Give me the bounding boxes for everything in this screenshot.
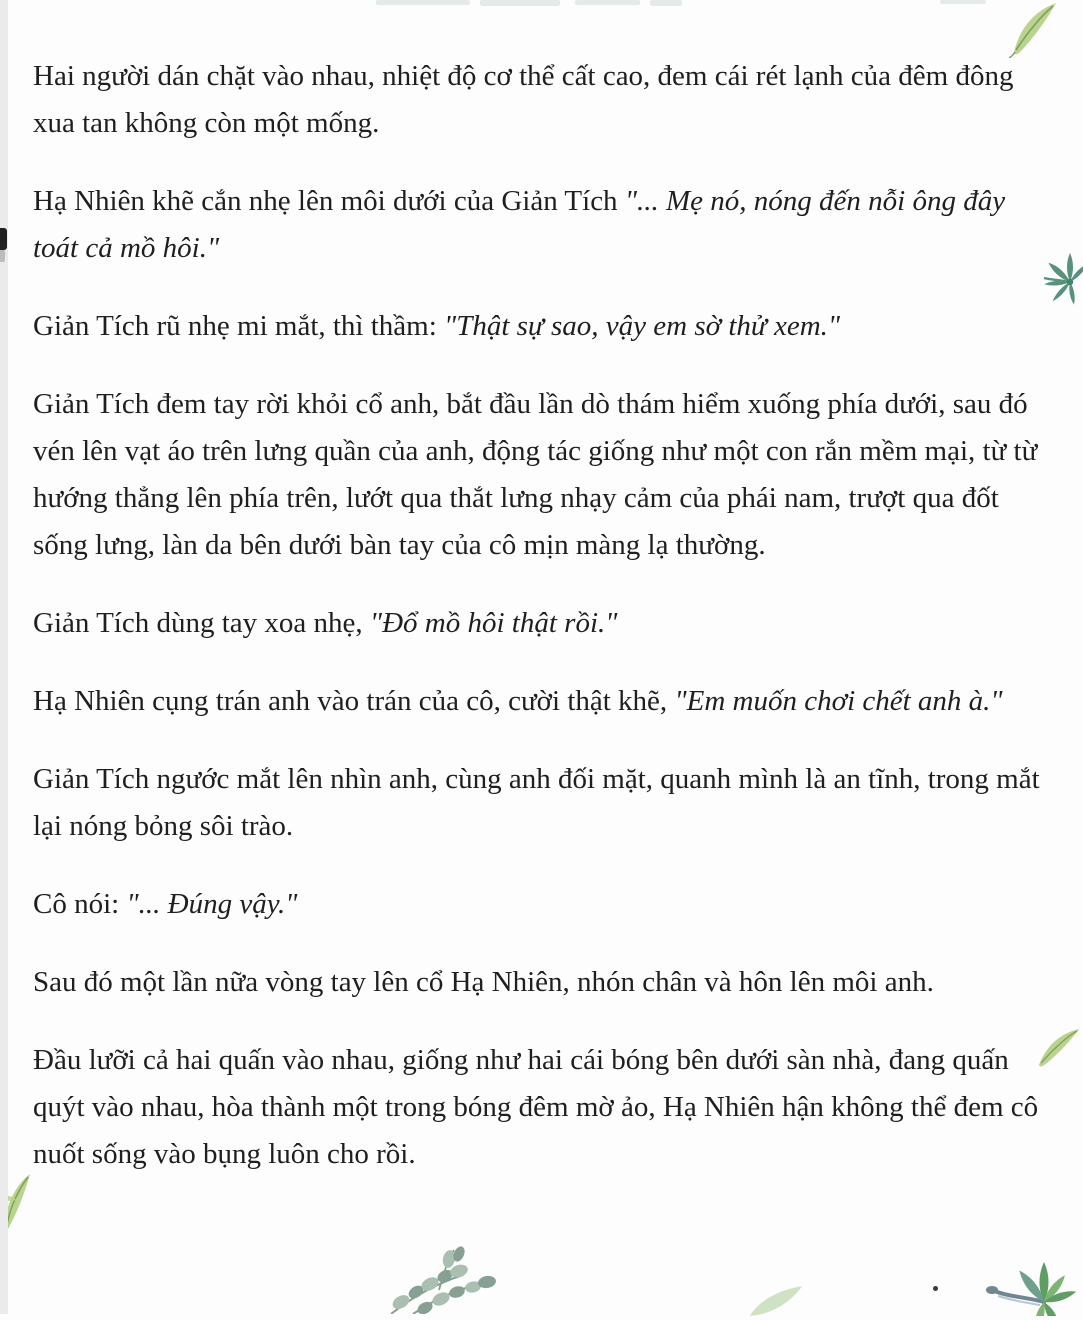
- text-run: Giản Tích ngước mắt lên nhìn anh, cùng anh đối mặt, quanh mình là an tĩnh, trong mắt lại nóng bỏng sôi trào.: [33, 763, 1040, 842]
- ink-speck: [933, 1286, 938, 1291]
- text-run: Giản Tích rũ nhẹ mi mắt, thì thầm:: [33, 310, 445, 342]
- clipped-top-text-fragment: [575, 0, 640, 5]
- text-run: Sau đó một lần nữa vòng tay lên cổ Hạ Nhiên, nhón chân và hôn lên môi anh.: [33, 966, 934, 998]
- paragraph: [33, 678, 1055, 725]
- pale-leaf-icon: [744, 1284, 807, 1320]
- clipped-top-text-fragment: [650, 0, 682, 6]
- dialogue-run: "Đổ mồ hôi thật rồi.": [369, 607, 618, 639]
- clipped-top-text-fragment: [376, 0, 470, 5]
- text-run: Hai người dán chặt vào nhau, nhiệt độ cơ thể cất cao, đem cái rét lạnh của đêm đông xua tan không còn một mống.: [33, 60, 1014, 139]
- paragraph: [33, 53, 1055, 147]
- clipped-top-text-fragment: [940, 0, 986, 4]
- paragraph: [33, 600, 1055, 647]
- page-edge-strip: [0, 0, 8, 1314]
- text-run: Giản Tích đem tay rời khỏi cổ anh, bắt đầu lần dò thám hiểm xuống phía dưới, sau đó vén lên vạt áo trên lưng quần của anh, động tác giống như một con rắn mềm mại, từ từ hướng thẳng lên phía trên, lướt qua thắt lưng nhạy cảm của phái nam, trượt qua đốt sống lưng, làn da bên dưới bàn tay của cô mịn màng lạ thường.: [33, 388, 1038, 561]
- paragraph: [33, 381, 1055, 569]
- text-run: Cô nói:: [33, 888, 127, 920]
- paragraph: [33, 756, 1055, 850]
- story-text: [33, 53, 1055, 1209]
- paragraph: [33, 303, 1055, 350]
- paragraph: [33, 881, 1055, 928]
- clipped-edge-mark: [0, 228, 7, 250]
- dialogue-run: "Thật sự sao, vậy em sờ thử xem.": [444, 310, 841, 342]
- text-run: Hạ Nhiên cụng trán anh vào trán của cô, cười thật khẽ,: [33, 685, 675, 717]
- dialogue-run: "Em muốn chơi chết anh à.": [674, 685, 1003, 717]
- clipped-top-text-fragment: [480, 0, 560, 6]
- dialogue-run: "... Đúng vậy.": [126, 888, 298, 920]
- text-run: Giản Tích dùng tay xoa nhẹ,: [33, 607, 370, 639]
- text-run: Đầu lưỡi cả hai quấn vào nhau, giống như hai cái bóng bên dưới sàn nhà, đang quấn quýt vào nhau, hòa thành một trong bóng đêm mờ ảo, Hạ Nhiên hận không thể đem cô nuốt sống vào bụng luôn cho rồi.: [33, 1044, 1039, 1170]
- palm-leaf-icon: [982, 1256, 1083, 1316]
- paragraph: [33, 1037, 1055, 1178]
- leaf-icon: [1006, 0, 1066, 58]
- clipped-edge-mark-shadow: [0, 250, 5, 262]
- paragraph: [33, 178, 1055, 272]
- dialogue-run: "... Mẹ nó, nóng đến nỗi ông đây toát cả mồ hôi.": [33, 185, 1006, 264]
- text-run: Hạ Nhiên khẽ cắn nhẹ lên môi dưới của Giản Tích: [33, 185, 625, 217]
- eucalyptus-branch-icon: [383, 1246, 515, 1314]
- paragraph: [33, 959, 1055, 1006]
